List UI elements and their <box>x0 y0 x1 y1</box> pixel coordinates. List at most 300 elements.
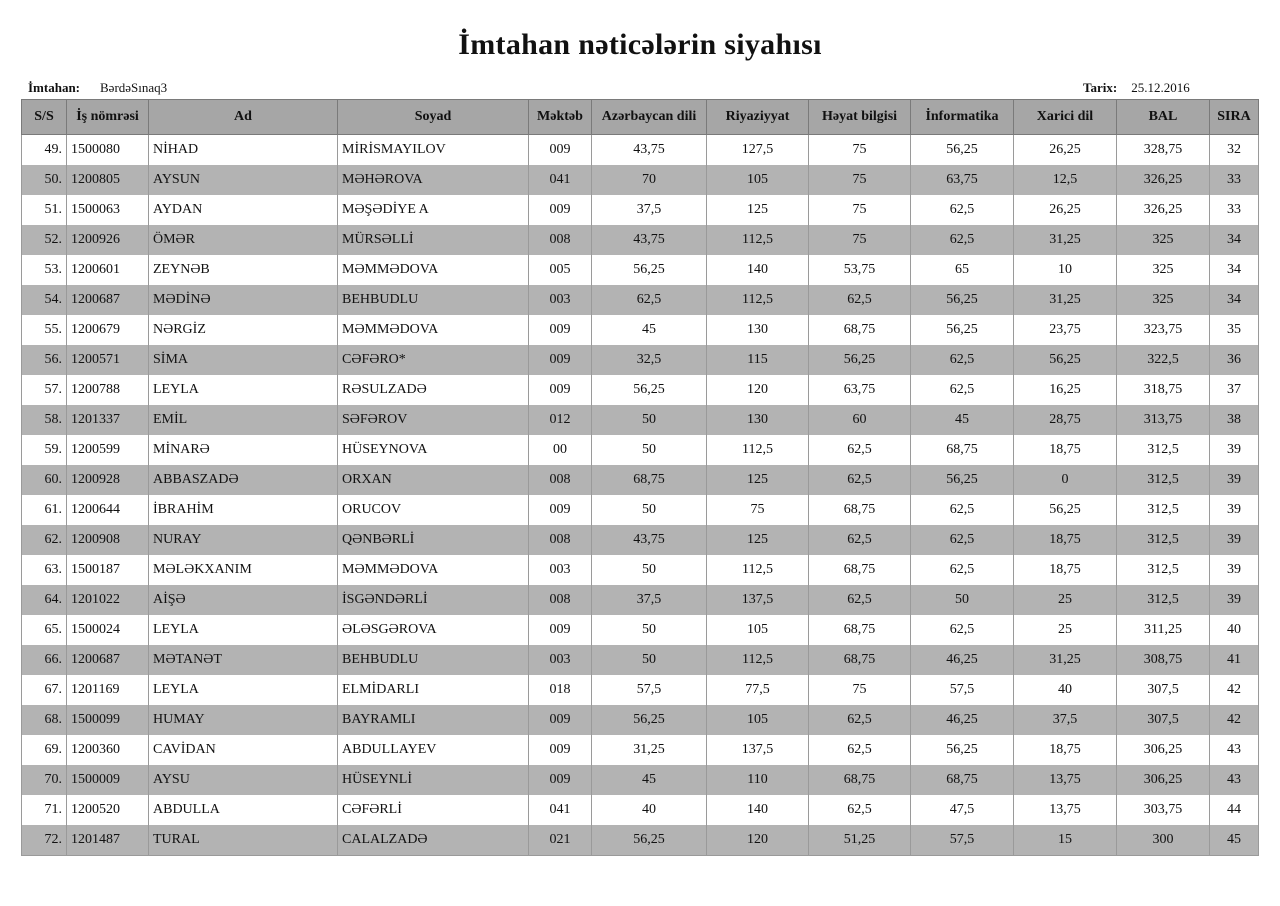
first-name-cell: LEYLA <box>149 675 338 705</box>
first-name-cell: AYSUN <box>149 165 338 195</box>
informatics-score-cell: 57,5 <box>911 675 1014 705</box>
column-header: Ad <box>149 100 338 135</box>
azerbaijani-score-cell: 43,75 <box>592 225 707 255</box>
life-science-score-cell: 62,5 <box>809 465 911 495</box>
school-cell: 021 <box>529 825 592 856</box>
table-row <box>22 435 1259 465</box>
row-number-cell: 71. <box>22 795 67 825</box>
total-score-cell: 306,25 <box>1117 735 1210 765</box>
table-row <box>22 645 1259 675</box>
life-science-score-cell: 75 <box>809 675 911 705</box>
surname-cell: HÜSEYNOVA <box>338 435 529 465</box>
life-science-score-cell: 51,25 <box>809 825 911 856</box>
foreign-language-score-cell: 13,75 <box>1014 795 1117 825</box>
row-number-cell: 55. <box>22 315 67 345</box>
informatics-score-cell: 50 <box>911 585 1014 615</box>
table-row <box>22 345 1259 375</box>
total-score-cell: 300 <box>1117 825 1210 856</box>
work-number-cell: 1500009 <box>67 765 149 795</box>
table-row <box>22 405 1259 435</box>
total-score-cell: 312,5 <box>1117 495 1210 525</box>
foreign-language-score-cell: 12,5 <box>1014 165 1117 195</box>
first-name-cell: CAVİDAN <box>149 735 338 765</box>
rank-cell: 32 <box>1210 135 1259 166</box>
row-number-cell: 66. <box>22 645 67 675</box>
first-name-cell: MƏLƏKXANIM <box>149 555 338 585</box>
surname-cell: MİRİSMAYILOV <box>338 135 529 166</box>
school-cell: 003 <box>529 285 592 315</box>
row-number-cell: 51. <box>22 195 67 225</box>
total-score-cell: 326,25 <box>1117 195 1210 225</box>
first-name-cell: AYDAN <box>149 195 338 225</box>
total-score-cell: 313,75 <box>1117 405 1210 435</box>
foreign-language-score-cell: 31,25 <box>1014 225 1117 255</box>
surname-cell: MƏHƏROVA <box>338 165 529 195</box>
informatics-score-cell: 63,75 <box>911 165 1014 195</box>
table-row <box>22 795 1259 825</box>
math-score-cell: 105 <box>707 615 809 645</box>
life-science-score-cell: 75 <box>809 165 911 195</box>
foreign-language-score-cell: 25 <box>1014 585 1117 615</box>
work-number-cell: 1200601 <box>67 255 149 285</box>
school-cell: 009 <box>529 345 592 375</box>
life-science-score-cell: 75 <box>809 195 911 225</box>
column-header: SIRA <box>1210 100 1259 135</box>
date-label: Tarix: <box>1083 80 1118 95</box>
foreign-language-score-cell: 25 <box>1014 615 1117 645</box>
total-score-cell: 312,5 <box>1117 465 1210 495</box>
informatics-score-cell: 62,5 <box>911 195 1014 225</box>
math-score-cell: 105 <box>707 165 809 195</box>
work-number-cell: 1500024 <box>67 615 149 645</box>
row-number-cell: 53. <box>22 255 67 285</box>
surname-cell: ORUCOV <box>338 495 529 525</box>
surname-cell: RƏSULZADƏ <box>338 375 529 405</box>
life-science-score-cell: 62,5 <box>809 435 911 465</box>
azerbaijani-score-cell: 43,75 <box>592 525 707 555</box>
math-score-cell: 77,5 <box>707 675 809 705</box>
total-score-cell: 325 <box>1117 225 1210 255</box>
rank-cell: 39 <box>1210 435 1259 465</box>
work-number-cell: 1200599 <box>67 435 149 465</box>
surname-cell: MƏMMƏDOVA <box>338 555 529 585</box>
foreign-language-score-cell: 10 <box>1014 255 1117 285</box>
total-score-cell: 306,25 <box>1117 765 1210 795</box>
work-number-cell: 1200908 <box>67 525 149 555</box>
informatics-score-cell: 68,75 <box>911 765 1014 795</box>
surname-cell: MƏMMƏDOVA <box>338 315 529 345</box>
column-header: İş nömrəsi <box>67 100 149 135</box>
foreign-language-score-cell: 56,25 <box>1014 495 1117 525</box>
informatics-score-cell: 62,5 <box>911 225 1014 255</box>
row-number-cell: 69. <box>22 735 67 765</box>
table-row <box>22 165 1259 195</box>
school-cell: 003 <box>529 645 592 675</box>
total-score-cell: 312,5 <box>1117 435 1210 465</box>
row-number-cell: 56. <box>22 345 67 375</box>
first-name-cell: ABDULLA <box>149 795 338 825</box>
math-score-cell: 112,5 <box>707 225 809 255</box>
work-number-cell: 1200788 <box>67 375 149 405</box>
work-number-cell: 1200644 <box>67 495 149 525</box>
total-score-cell: 308,75 <box>1117 645 1210 675</box>
total-score-cell: 312,5 <box>1117 585 1210 615</box>
school-cell: 018 <box>529 675 592 705</box>
table-row <box>22 735 1259 765</box>
surname-cell: HÜSEYNLİ <box>338 765 529 795</box>
school-cell: 009 <box>529 615 592 645</box>
math-score-cell: 125 <box>707 525 809 555</box>
life-science-score-cell: 63,75 <box>809 375 911 405</box>
surname-cell: ORXAN <box>338 465 529 495</box>
math-score-cell: 140 <box>707 255 809 285</box>
foreign-language-score-cell: 56,25 <box>1014 345 1117 375</box>
foreign-language-score-cell: 18,75 <box>1014 735 1117 765</box>
row-number-cell: 62. <box>22 525 67 555</box>
row-number-cell: 70. <box>22 765 67 795</box>
life-science-score-cell: 68,75 <box>809 615 911 645</box>
foreign-language-score-cell: 18,75 <box>1014 555 1117 585</box>
rank-cell: 34 <box>1210 255 1259 285</box>
surname-cell: MƏŞƏDİYE A <box>338 195 529 225</box>
azerbaijani-score-cell: 32,5 <box>592 345 707 375</box>
life-science-score-cell: 62,5 <box>809 735 911 765</box>
work-number-cell: 1200687 <box>67 645 149 675</box>
math-score-cell: 127,5 <box>707 135 809 166</box>
work-number-cell: 1201022 <box>67 585 149 615</box>
first-name-cell: MİNARƏ <box>149 435 338 465</box>
rank-cell: 39 <box>1210 555 1259 585</box>
school-cell: 008 <box>529 465 592 495</box>
foreign-language-score-cell: 18,75 <box>1014 525 1117 555</box>
surname-cell: QƏNBƏRLİ <box>338 525 529 555</box>
math-score-cell: 110 <box>707 765 809 795</box>
life-science-score-cell: 75 <box>809 135 911 166</box>
school-cell: 009 <box>529 195 592 225</box>
table-row <box>22 615 1259 645</box>
school-cell: 008 <box>529 525 592 555</box>
school-cell: 005 <box>529 255 592 285</box>
informatics-score-cell: 56,25 <box>911 315 1014 345</box>
surname-cell: ABDULLAYEV <box>338 735 529 765</box>
rank-cell: 40 <box>1210 615 1259 645</box>
rank-cell: 42 <box>1210 705 1259 735</box>
first-name-cell: MƏTANƏT <box>149 645 338 675</box>
informatics-score-cell: 56,25 <box>911 465 1014 495</box>
math-score-cell: 130 <box>707 405 809 435</box>
school-cell: 008 <box>529 225 592 255</box>
rank-cell: 34 <box>1210 285 1259 315</box>
first-name-cell: LEYLA <box>149 375 338 405</box>
first-name-cell: İBRAHİM <box>149 495 338 525</box>
rank-cell: 33 <box>1210 165 1259 195</box>
rank-cell: 35 <box>1210 315 1259 345</box>
foreign-language-score-cell: 26,25 <box>1014 195 1117 225</box>
table-row <box>22 465 1259 495</box>
total-score-cell: 312,5 <box>1117 555 1210 585</box>
surname-cell: İSGƏNDƏRLİ <box>338 585 529 615</box>
life-science-score-cell: 68,75 <box>809 555 911 585</box>
math-score-cell: 130 <box>707 315 809 345</box>
azerbaijani-score-cell: 43,75 <box>592 135 707 166</box>
life-science-score-cell: 68,75 <box>809 495 911 525</box>
school-cell: 009 <box>529 495 592 525</box>
work-number-cell: 1200520 <box>67 795 149 825</box>
azerbaijani-score-cell: 50 <box>592 405 707 435</box>
azerbaijani-score-cell: 56,25 <box>592 705 707 735</box>
school-cell: 009 <box>529 705 592 735</box>
azerbaijani-score-cell: 31,25 <box>592 735 707 765</box>
life-science-score-cell: 56,25 <box>809 345 911 375</box>
foreign-language-score-cell: 15 <box>1014 825 1117 856</box>
work-number-cell: 1200805 <box>67 165 149 195</box>
math-score-cell: 112,5 <box>707 285 809 315</box>
informatics-score-cell: 56,25 <box>911 285 1014 315</box>
azerbaijani-score-cell: 50 <box>592 615 707 645</box>
surname-cell: MƏMMƏDOVA <box>338 255 529 285</box>
table-row <box>22 585 1259 615</box>
azerbaijani-score-cell: 37,5 <box>592 195 707 225</box>
work-number-cell: 1500080 <box>67 135 149 166</box>
informatics-score-cell: 62,5 <box>911 495 1014 525</box>
azerbaijani-score-cell: 56,25 <box>592 255 707 285</box>
foreign-language-score-cell: 40 <box>1014 675 1117 705</box>
rank-cell: 41 <box>1210 645 1259 675</box>
rank-cell: 37 <box>1210 375 1259 405</box>
math-score-cell: 137,5 <box>707 735 809 765</box>
azerbaijani-score-cell: 56,25 <box>592 825 707 856</box>
rank-cell: 36 <box>1210 345 1259 375</box>
table-row <box>22 195 1259 225</box>
azerbaijani-score-cell: 62,5 <box>592 285 707 315</box>
table-row <box>22 675 1259 705</box>
total-score-cell: 322,5 <box>1117 345 1210 375</box>
row-number-cell: 64. <box>22 585 67 615</box>
total-score-cell: 307,5 <box>1117 675 1210 705</box>
first-name-cell: AYSU <box>149 765 338 795</box>
total-score-cell: 318,75 <box>1117 375 1210 405</box>
school-cell: 009 <box>529 375 592 405</box>
table-row <box>22 555 1259 585</box>
foreign-language-score-cell: 0 <box>1014 465 1117 495</box>
work-number-cell: 1200360 <box>67 735 149 765</box>
informatics-score-cell: 56,25 <box>911 135 1014 166</box>
foreign-language-score-cell: 13,75 <box>1014 765 1117 795</box>
row-number-cell: 59. <box>22 435 67 465</box>
azerbaijani-score-cell: 50 <box>592 555 707 585</box>
math-score-cell: 140 <box>707 795 809 825</box>
life-science-score-cell: 62,5 <box>809 525 911 555</box>
exam-label: İmtahan: <box>28 80 81 95</box>
first-name-cell: TURAL <box>149 825 338 856</box>
informatics-score-cell: 46,25 <box>911 645 1014 675</box>
first-name-cell: NURAY <box>149 525 338 555</box>
rank-cell: 43 <box>1210 735 1259 765</box>
school-cell: 008 <box>529 585 592 615</box>
total-score-cell: 323,75 <box>1117 315 1210 345</box>
math-score-cell: 112,5 <box>707 645 809 675</box>
foreign-language-score-cell: 16,25 <box>1014 375 1117 405</box>
total-score-cell: 325 <box>1117 255 1210 285</box>
first-name-cell: EMİL <box>149 405 338 435</box>
table-row <box>22 495 1259 525</box>
math-score-cell: 112,5 <box>707 435 809 465</box>
rank-cell: 39 <box>1210 585 1259 615</box>
row-number-cell: 50. <box>22 165 67 195</box>
informatics-score-cell: 56,25 <box>911 735 1014 765</box>
row-number-cell: 57. <box>22 375 67 405</box>
work-number-cell: 1500187 <box>67 555 149 585</box>
life-science-score-cell: 62,5 <box>809 285 911 315</box>
azerbaijani-score-cell: 45 <box>592 765 707 795</box>
math-score-cell: 75 <box>707 495 809 525</box>
informatics-score-cell: 57,5 <box>911 825 1014 856</box>
school-cell: 009 <box>529 315 592 345</box>
surname-cell: CƏFƏRLİ <box>338 795 529 825</box>
table-row <box>22 255 1259 285</box>
row-number-cell: 63. <box>22 555 67 585</box>
life-science-score-cell: 68,75 <box>809 765 911 795</box>
foreign-language-score-cell: 23,75 <box>1014 315 1117 345</box>
rank-cell: 38 <box>1210 405 1259 435</box>
rank-cell: 33 <box>1210 195 1259 225</box>
first-name-cell: LEYLA <box>149 615 338 645</box>
rank-cell: 42 <box>1210 675 1259 705</box>
math-score-cell: 112,5 <box>707 555 809 585</box>
work-number-cell: 1200571 <box>67 345 149 375</box>
azerbaijani-score-cell: 40 <box>592 795 707 825</box>
results-table <box>21 99 1259 856</box>
rank-cell: 44 <box>1210 795 1259 825</box>
surname-cell: ƏLƏSGƏROVA <box>338 615 529 645</box>
life-science-score-cell: 60 <box>809 405 911 435</box>
table-row <box>22 375 1259 405</box>
work-number-cell: 1201169 <box>67 675 149 705</box>
math-score-cell: 120 <box>707 825 809 856</box>
school-cell: 003 <box>529 555 592 585</box>
total-score-cell: 325 <box>1117 285 1210 315</box>
column-header: Xarici dil <box>1014 100 1117 135</box>
informatics-score-cell: 68,75 <box>911 435 1014 465</box>
rank-cell: 43 <box>1210 765 1259 795</box>
foreign-language-score-cell: 31,25 <box>1014 645 1117 675</box>
math-score-cell: 125 <box>707 465 809 495</box>
school-cell: 041 <box>529 795 592 825</box>
date-info <box>1083 80 1190 96</box>
work-number-cell: 1500063 <box>67 195 149 225</box>
first-name-cell: MƏDİNƏ <box>149 285 338 315</box>
surname-cell: SƏFƏROV <box>338 405 529 435</box>
work-number-cell: 1200679 <box>67 315 149 345</box>
school-cell: 012 <box>529 405 592 435</box>
azerbaijani-score-cell: 70 <box>592 165 707 195</box>
row-number-cell: 58. <box>22 405 67 435</box>
informatics-score-cell: 62,5 <box>911 375 1014 405</box>
surname-cell: MÜRSƏLLİ <box>338 225 529 255</box>
row-number-cell: 72. <box>22 825 67 856</box>
work-number-cell: 1200687 <box>67 285 149 315</box>
azerbaijani-score-cell: 56,25 <box>592 375 707 405</box>
column-header: Riyaziyyat <box>707 100 809 135</box>
math-score-cell: 120 <box>707 375 809 405</box>
work-number-cell: 1500099 <box>67 705 149 735</box>
exam-value: BərdəSınaq3 <box>100 80 168 95</box>
table-row <box>22 825 1259 856</box>
table-row <box>22 135 1259 166</box>
column-header: Məktəb <box>529 100 592 135</box>
foreign-language-score-cell: 37,5 <box>1014 705 1117 735</box>
math-score-cell: 125 <box>707 195 809 225</box>
exam-info <box>28 80 167 96</box>
life-science-score-cell: 62,5 <box>809 795 911 825</box>
first-name-cell: AİŞƏ <box>149 585 338 615</box>
school-cell: 041 <box>529 165 592 195</box>
school-cell: 00 <box>529 435 592 465</box>
rank-cell: 45 <box>1210 825 1259 856</box>
informatics-score-cell: 62,5 <box>911 525 1014 555</box>
row-number-cell: 52. <box>22 225 67 255</box>
life-science-score-cell: 75 <box>809 225 911 255</box>
table-header-row <box>22 100 1259 135</box>
azerbaijani-score-cell: 45 <box>592 315 707 345</box>
table-row <box>22 525 1259 555</box>
row-number-cell: 68. <box>22 705 67 735</box>
life-science-score-cell: 62,5 <box>809 585 911 615</box>
first-name-cell: NƏRGİZ <box>149 315 338 345</box>
surname-cell: ELMİDARLI <box>338 675 529 705</box>
table-row <box>22 285 1259 315</box>
column-header: Soyad <box>338 100 529 135</box>
surname-cell: BAYRAMLI <box>338 705 529 735</box>
life-science-score-cell: 68,75 <box>809 315 911 345</box>
informatics-score-cell: 47,5 <box>911 795 1014 825</box>
row-number-cell: 49. <box>22 135 67 166</box>
row-number-cell: 54. <box>22 285 67 315</box>
date-value: 25.12.2016 <box>1131 80 1190 95</box>
informatics-score-cell: 62,5 <box>911 345 1014 375</box>
first-name-cell: ÖMƏR <box>149 225 338 255</box>
informatics-score-cell: 46,25 <box>911 705 1014 735</box>
azerbaijani-score-cell: 50 <box>592 495 707 525</box>
table-row <box>22 705 1259 735</box>
row-number-cell: 61. <box>22 495 67 525</box>
row-number-cell: 67. <box>22 675 67 705</box>
total-score-cell: 312,5 <box>1117 525 1210 555</box>
column-header: S/S <box>22 100 67 135</box>
work-number-cell: 1201487 <box>67 825 149 856</box>
life-science-score-cell: 53,75 <box>809 255 911 285</box>
life-science-score-cell: 62,5 <box>809 705 911 735</box>
rank-cell: 39 <box>1210 525 1259 555</box>
foreign-language-score-cell: 28,75 <box>1014 405 1117 435</box>
column-header: Azərbaycan dili <box>592 100 707 135</box>
first-name-cell: SİMA <box>149 345 338 375</box>
school-cell: 009 <box>529 135 592 166</box>
foreign-language-score-cell: 26,25 <box>1014 135 1117 166</box>
math-score-cell: 137,5 <box>707 585 809 615</box>
azerbaijani-score-cell: 37,5 <box>592 585 707 615</box>
informatics-score-cell: 45 <box>911 405 1014 435</box>
informatics-score-cell: 62,5 <box>911 555 1014 585</box>
work-number-cell: 1201337 <box>67 405 149 435</box>
total-score-cell: 307,5 <box>1117 705 1210 735</box>
surname-cell: CƏFƏRO* <box>338 345 529 375</box>
work-number-cell: 1200928 <box>67 465 149 495</box>
azerbaijani-score-cell: 57,5 <box>592 675 707 705</box>
school-cell: 009 <box>529 765 592 795</box>
first-name-cell: ZEYNƏB <box>149 255 338 285</box>
total-score-cell: 311,25 <box>1117 615 1210 645</box>
